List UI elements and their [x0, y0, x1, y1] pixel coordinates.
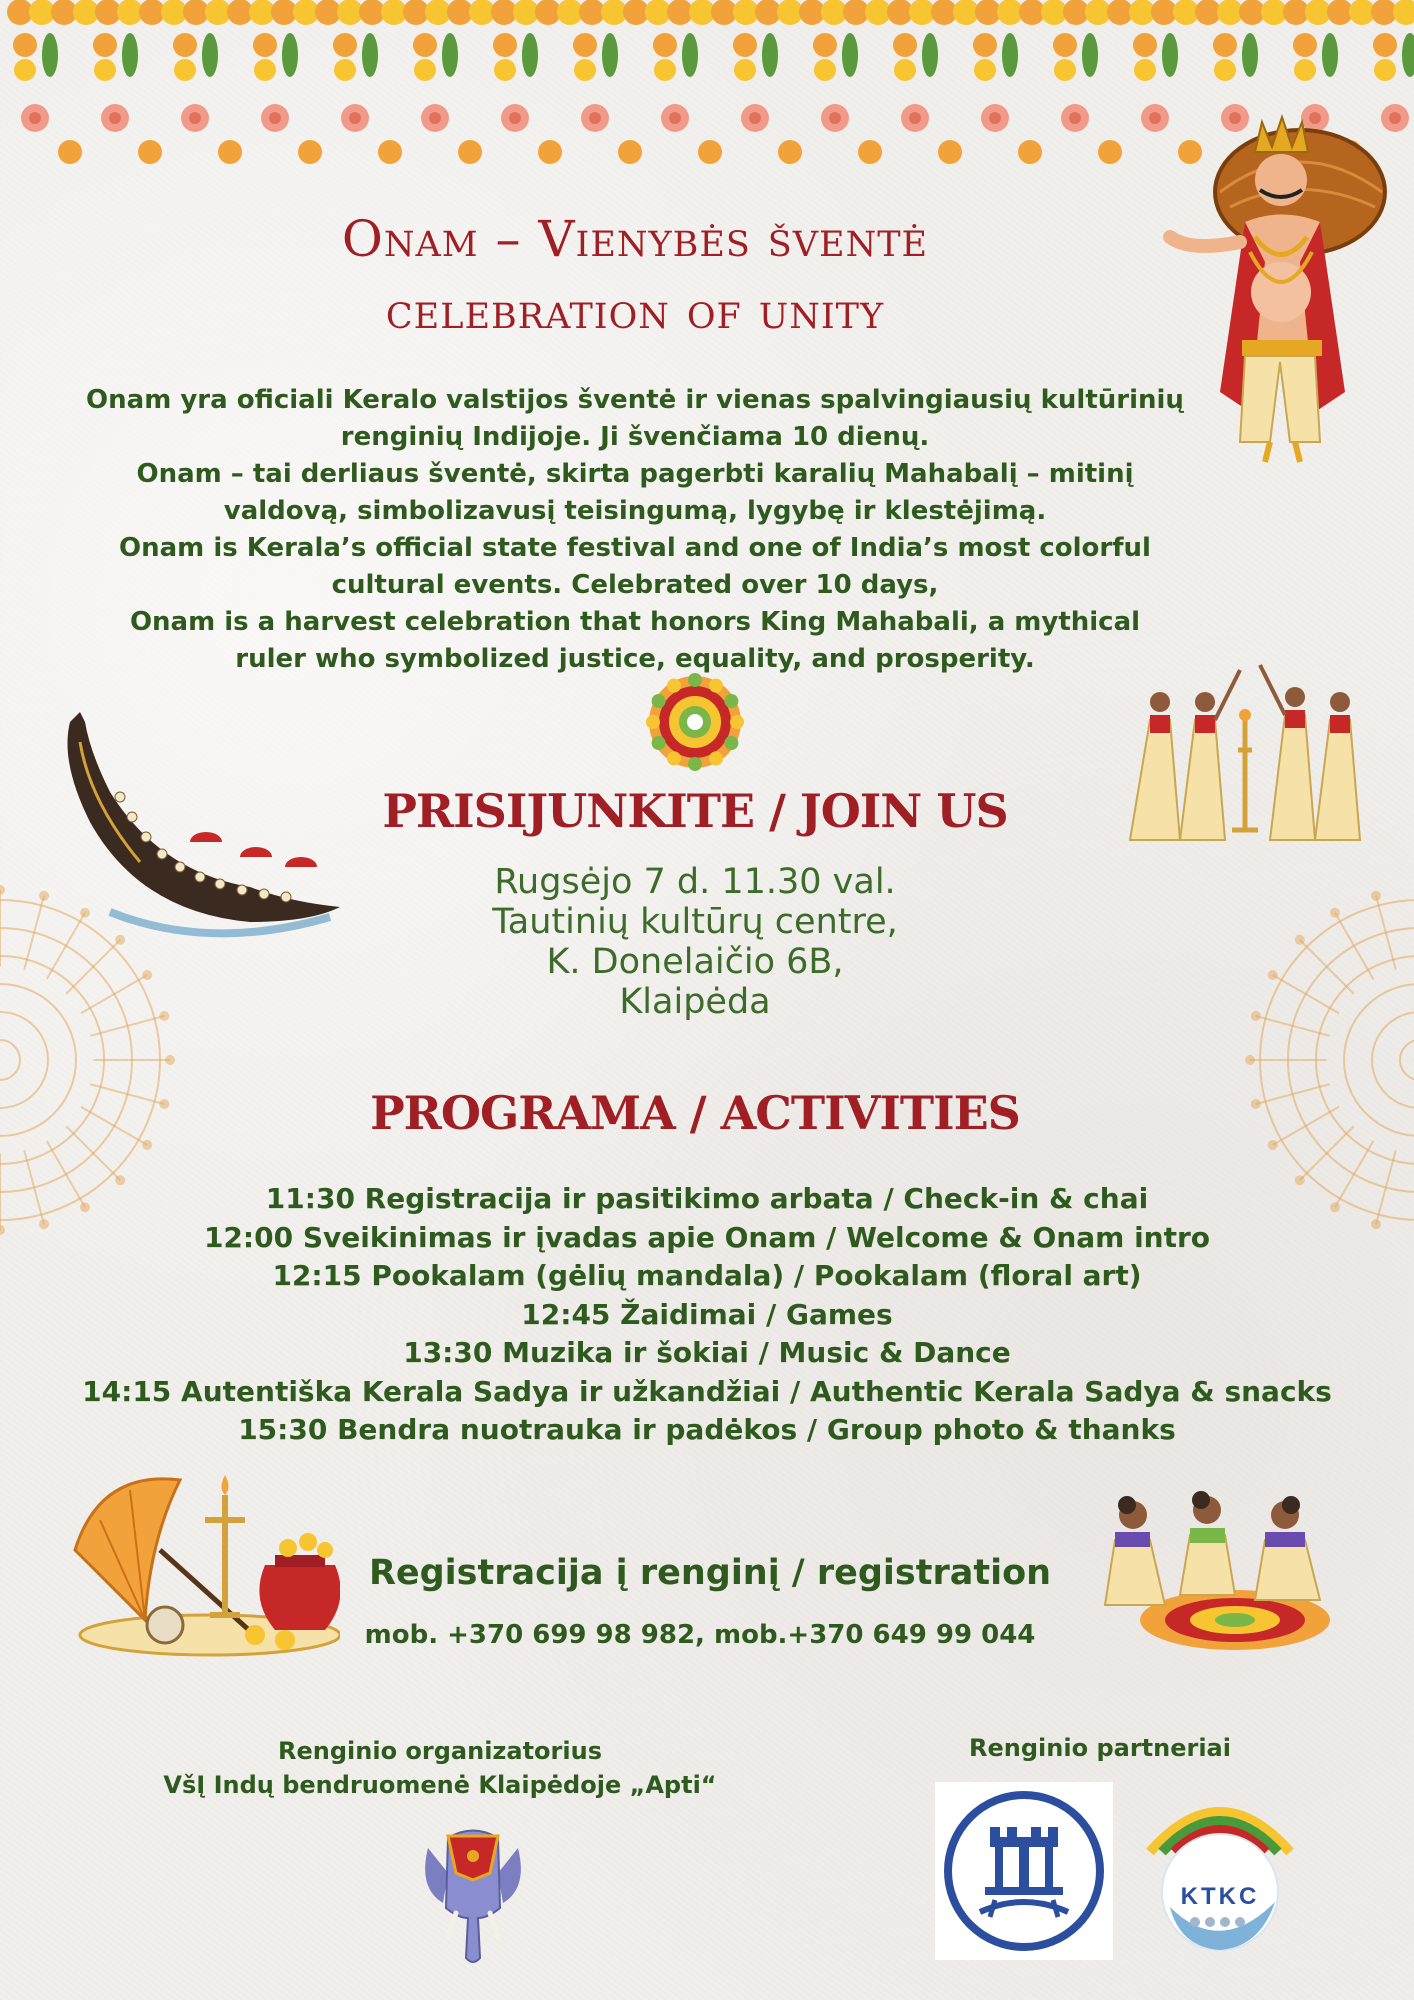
event-address [0, 862, 1390, 1022]
intro-line: valdovą, simbolizavusį teisingumą, lygybę ir klestėjimą. [223, 496, 1047, 526]
schedule-item: 13:30 Muzika ir šokiai / Music & Dance [403, 1336, 1011, 1369]
intro-line: Onam – tai derliaus šventė, skirta pagerbti karalių Mahabalį – mitinį [136, 459, 1134, 489]
intro-line: Onam is Kerala’s official state festival and one of India’s most colorful [119, 533, 1151, 563]
intro-text [50, 382, 1220, 678]
registration-phones[interactable]: mob. +370 699 98 982, mob.+370 649 99 044 [364, 1620, 1036, 1650]
pookalam-flower-icon [645, 672, 745, 772]
address-line: Rugsėjo 7 d. 11.30 val. [494, 862, 896, 902]
schedule-item: 12:00 Sveikinimas ir įvadas apie Onam / Welcome & Onam intro [203, 1220, 1211, 1254]
activities-heading: PROGRAMA / ACTIVITIES [370, 1086, 1020, 1140]
schedule-item: 12:15 Pookalam (gėlių mandala) / Pookalam (floral art) [272, 1259, 1142, 1292]
intro-line: renginių Indijoje. Ji švenčiama 10 dienų. [340, 422, 930, 452]
intro-line: ruler who symbolized justice, equality, and prosperity. [235, 644, 1035, 674]
address-line: K. Donelaičio 6B, [546, 942, 844, 982]
activities-schedule [0, 1180, 1414, 1450]
intro-line: Onam is a harvest celebration that honors King Mahabali, a mythical [129, 607, 1141, 637]
organizer-label: Renginio organizatorius [278, 1737, 602, 1765]
address-line: Tautinių kultūrų centre, [492, 902, 898, 942]
join-heading: PRISIJUNKITE / JOIN US [382, 784, 1008, 838]
page-title-line2: celebration of unity [385, 282, 885, 340]
intro-line: cultural events. Celebrated over 10 days, [331, 570, 939, 600]
elephant-icon [418, 1818, 528, 1968]
schedule-item: 15:30 Bendra nuotrauka ir padėkos / Group photo & thanks [238, 1413, 1176, 1446]
schedule-item: 12:45 Žaidimai / Games [521, 1297, 893, 1331]
intro-line: Onam yra oficiali Keralo valstijos šventė ir vienas spalvingiausių kultūrinių [86, 385, 1184, 415]
organizer-name: VšĮ Indų bendruomenė Klaipėdoje „Apti“ [163, 1771, 717, 1799]
address-line: Klaipėda [619, 982, 771, 1022]
page-title-line1: Onam – Vienybės šventė [341, 210, 929, 268]
schedule-item: 11:30 Registracija ir pasitikimo arbata / Check-in & chai [265, 1182, 1149, 1215]
umbrella-lamp-icon [60, 1460, 340, 1660]
ktkc-logo-icon [1140, 1782, 1300, 1960]
partners-label: Renginio partneriai [969, 1734, 1231, 1762]
registration-label: Registracija į renginį / registration [368, 1553, 1052, 1593]
ktkc-logo-text: KTKC [1180, 1883, 1260, 1910]
organizer-block [140, 1734, 740, 1802]
schedule-item: 14:15 Autentiška Kerala Sadya ir užkandžiai / Authentic Kerala Sadya & snacks [82, 1374, 1332, 1408]
klaipeda-crest-icon [935, 1782, 1113, 1960]
pookalam-women-icon [1095, 1470, 1345, 1660]
